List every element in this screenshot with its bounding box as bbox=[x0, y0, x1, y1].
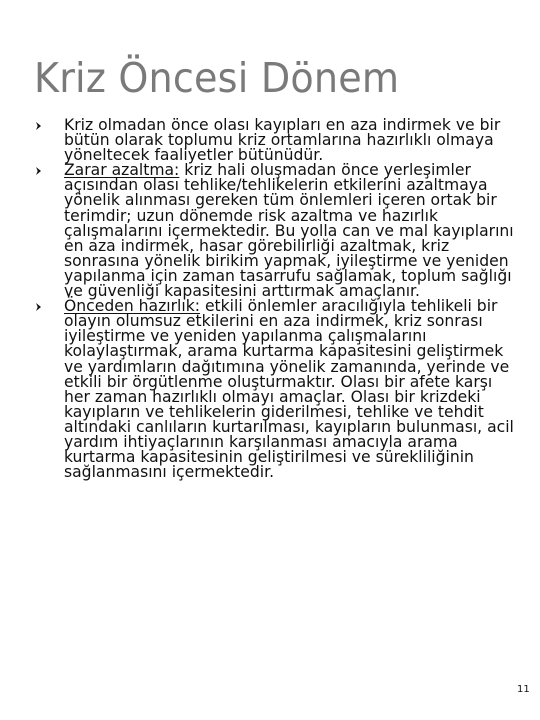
slide-title: Kriz Öncesi Dönem bbox=[34, 54, 400, 102]
bullet-term: Önceden hazırlık: bbox=[64, 297, 200, 316]
page-number: 11 bbox=[517, 684, 530, 695]
bullet-text: etkili önlemler aracılığıyla tehlikeli bir olayın olumsuz etkilerini en aza indirmek, kriz sonrası iyileştirme ve yeniden yapılanma çalışmalarını kolaylaştırmak, arama kurtarma kapasitesini geliştirmek ve yardımların dağıtımına yönelik zamanında, yerinde ve etkili bir örgütlenme oluşturmaktır. Olası bir afete karşı her zaman hazırlıklı olmayı amaçlar. Olası bir krizdeki kayıpların ve tehlikelerin giderilmesi, tehlike ve tehdit altındaki canlıların kurtarılması, kayıpların bulunması, acil yardım ihtiyaçlarının karşılanması amacıyla arama kurtarma kapasitesinin geliştirilmesi ve sürekliliğinin sağlanmasını içermektedir. bbox=[64, 297, 514, 482]
bullet-text: Kriz olmadan önce olası kayıpları en aza indirmek ve bir bütün olarak toplumu kriz ortamlarına hazırlıklı olmaya yöneltecek faaliyetler bütünüdür. bbox=[64, 116, 501, 165]
bullet-item-zarar-azaltma bbox=[34, 163, 520, 299]
bullet-text: kriz hali oluşmadan önce yerleşimler açısından olası tehlike/tehlikelerin etkilerini azaltmaya yönelik alınması gereken tüm önlemleri içeren ortak bir terimdir; uzun dönemde risk azaltma ve hazırlık çalışmalarını içermektedir. Bu yolla can ve mal kayıplarını en aza indirmek, hasar görebilirliği azaltmak, kriz sonrasına yönelik birikim yapmak, iyileştirme ve yeniden yapılanma için zaman tasarrufu sağlamak, toplum sağlığı ve güvenliği kapasitesini arttırmak amaçlanır. bbox=[64, 161, 514, 301]
arrow-bullet-icon bbox=[35, 121, 43, 131]
bullet-item-onceden-hazirlik bbox=[34, 299, 520, 480]
bullet-term: Zarar azaltma: bbox=[64, 161, 180, 180]
arrow-bullet-icon bbox=[35, 302, 43, 312]
bullet-list bbox=[34, 118, 520, 480]
arrow-bullet-icon bbox=[35, 166, 43, 176]
bullet-item-overview bbox=[34, 118, 520, 163]
